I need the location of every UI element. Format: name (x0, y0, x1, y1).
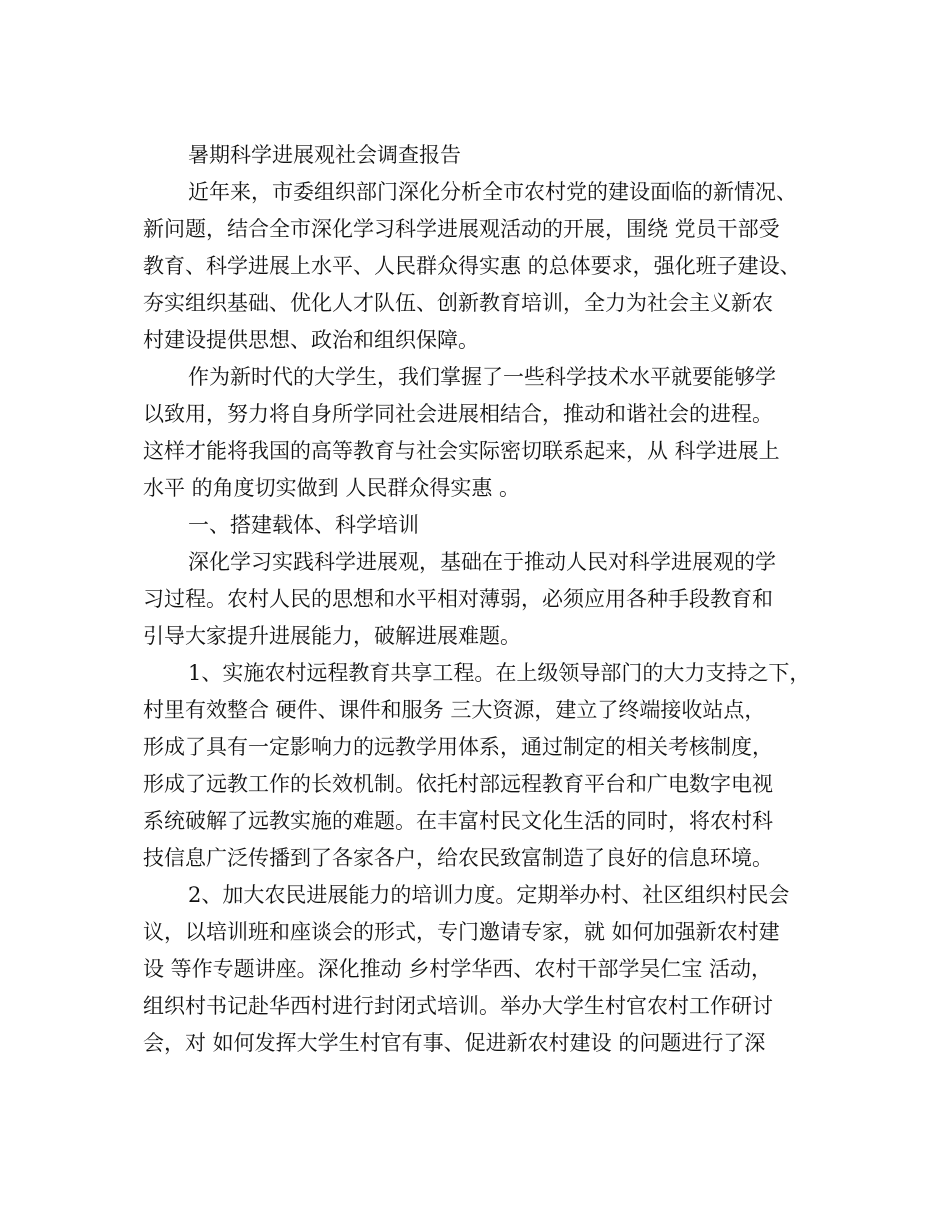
paragraph-line: 形成了远教工作的长效机制。依托村部远程教育平台和广电数字电视 (143, 772, 773, 796)
paragraph-line: 技信息广泛传播到了各家各户，给农民致富制造了良好的信息环境。 (143, 846, 773, 870)
paragraph-line: 村建设提供思想、政治和组织保障。 (143, 328, 479, 352)
paragraph-line: 作为新时代的大学生，我们掌握了一些科学技术水平就要能够学 (188, 365, 776, 389)
section-heading: 一、搭建载体、科学培训 (188, 513, 419, 537)
paragraph-line: 村里有效整合 硬件、课件和服务 三大资源，建立了终端接收站点， (143, 698, 766, 722)
paragraph-line: 近年来，市委组织部门深化分析全市农村党的建设面临的新情况、 (188, 180, 797, 204)
paragraph-line: 1、实施农村远程教育共享工程。在上级领导部门的大力支持之下， (188, 661, 811, 685)
document-title: 暑期科学进展观社会调查报告 (188, 143, 461, 167)
paragraph-line: 以致用，努力将自身所学同社会进展相结合，推动和谐社会的进程。 (143, 402, 773, 426)
paragraph-line: 设 等作专题讲座。深化推动 乡村学华西、农村干部学吴仁宝 活动， (143, 957, 773, 981)
paragraph-line: 夯实组织基础、优化人才队伍、创新教育培训，全力为社会主义新农 (143, 291, 773, 315)
paragraph-line: 系统破解了远教实施的难题。在丰富村民文化生活的同时，将农村科 (143, 809, 773, 833)
paragraph-line: 2、加大农民进展能力的培训力度。定期举办村、社区组织村民会 (188, 883, 790, 907)
paragraph-line: 深化学习实践科学进展观，基础在于推动人民对科学进展观的学 (188, 550, 776, 574)
paragraph-line: 这样才能将我国的高等教育与社会实际密切联系起来，从 科学进展上 (143, 439, 780, 463)
paragraph-line: 议，以培训班和座谈会的形式，专门邀请专家，就 如何加强新农村建 (143, 920, 780, 944)
paragraph-line: 新问题，结合全市深化学习科学进展观活动的开展，围绕 党员干部受 (143, 217, 780, 241)
paragraph-line: 引导大家提升进展能力，破解进展难题。 (143, 624, 521, 648)
paragraph-line: 形成了具有一定影响力的远教学用体系，通过制定的相关考核制度， (143, 735, 773, 759)
paragraph-line: 教育、科学进展上水平、人民群众得实惠 的总体要求，强化班子建设、 (143, 254, 801, 278)
paragraph-line: 组织村书记赴华西村进行封闭式培训。举办大学生村官农村工作研讨 (143, 994, 773, 1018)
paragraph-line: 习过程。农村人民的思想和水平相对薄弱，必须应用各种手段教育和 (143, 587, 773, 611)
paragraph-line: 会，对 如何发挥大学生村官有事、促进新农村建设 的问题进行了深 (143, 1031, 766, 1055)
paragraph-line: 水平 的角度切实做到 人民群众得实惠 。 (143, 476, 521, 500)
